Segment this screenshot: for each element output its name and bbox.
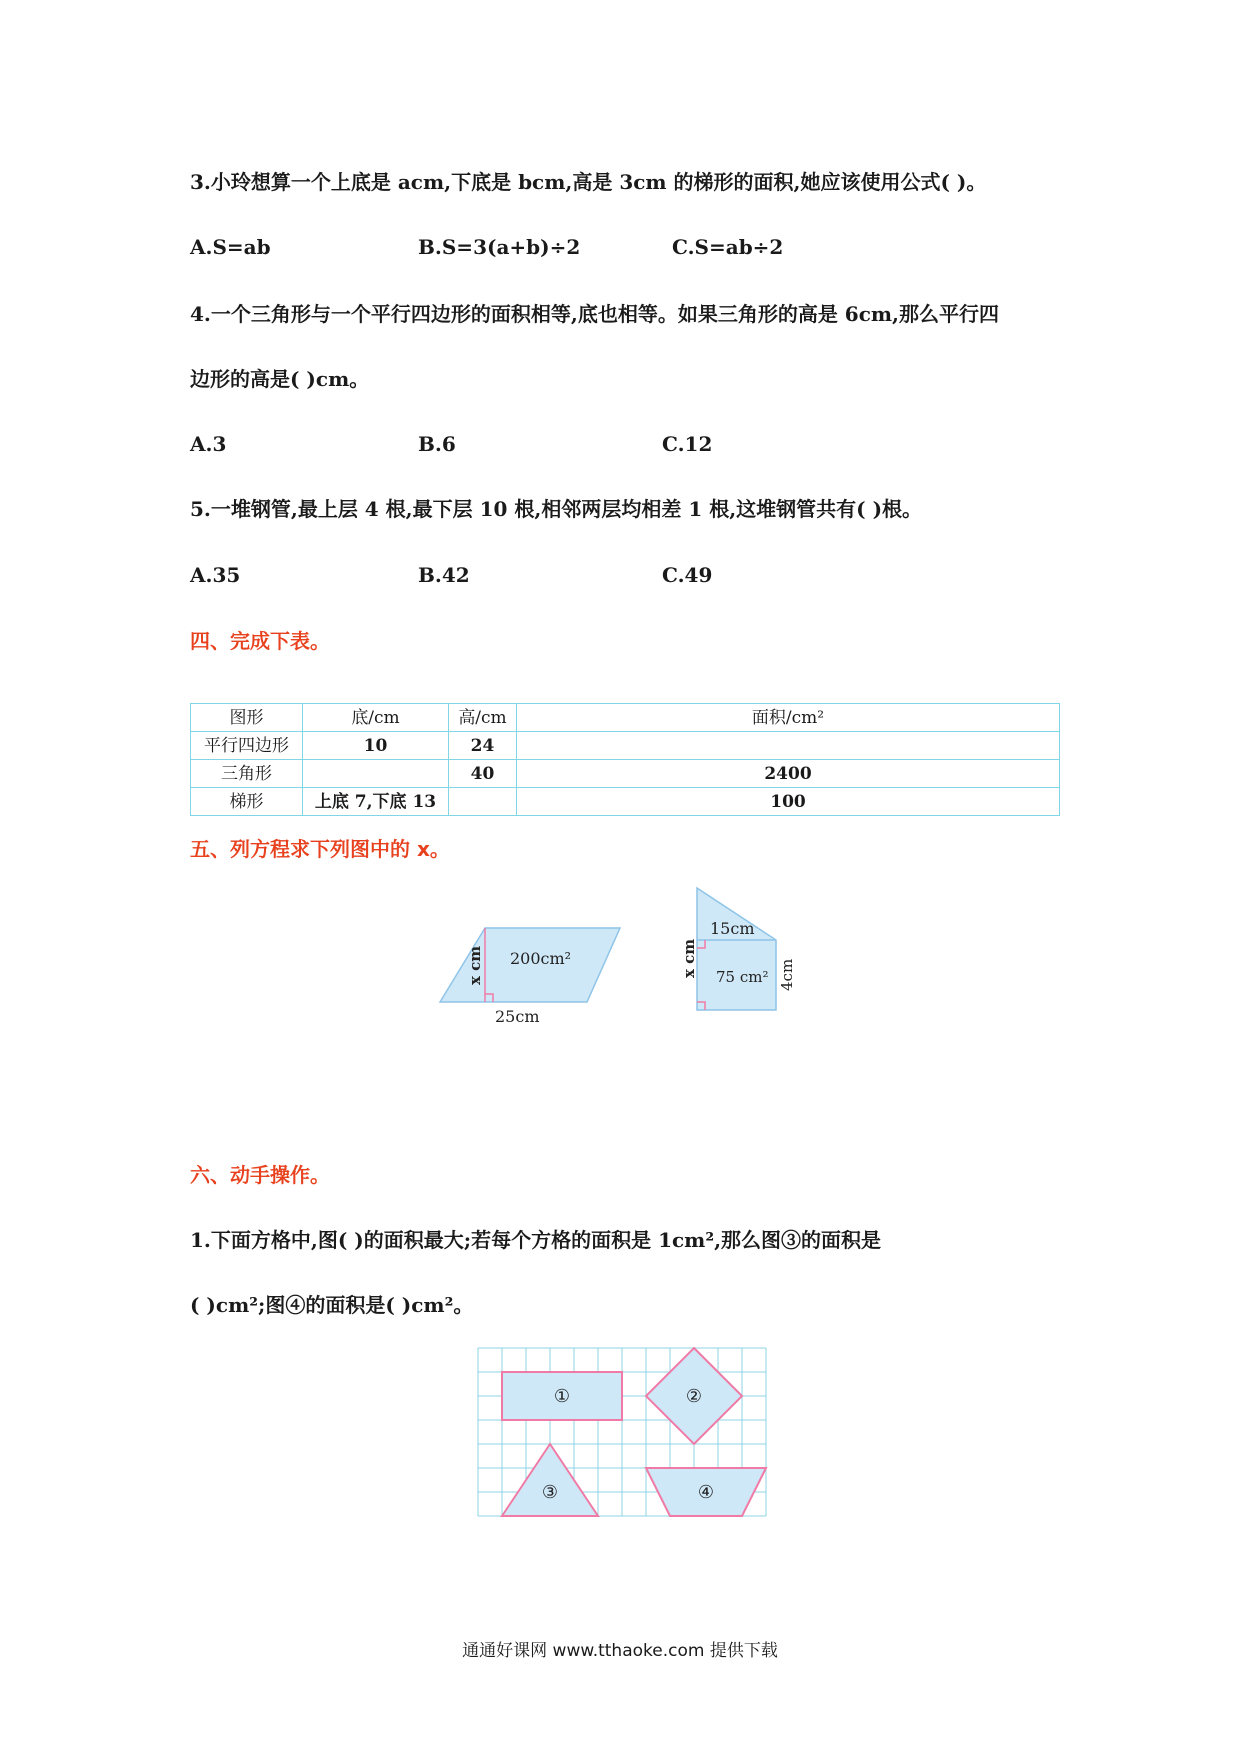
shape-1-label: ① bbox=[553, 1386, 571, 1407]
q4-option-b: B.6 bbox=[418, 432, 456, 456]
parallelogram-height-label: x cm bbox=[466, 945, 484, 985]
table-cell: 平行四边形 bbox=[191, 732, 303, 760]
table-header-cell: 面积/cm² bbox=[517, 704, 1060, 732]
table-cell: 10 bbox=[303, 732, 449, 760]
section-6-question-1-line1: 1.下面方格中,图( )的面积最大;若每个方格的面积是 1cm²,那么图③的面积是 bbox=[190, 1228, 882, 1252]
table-row bbox=[191, 760, 1060, 788]
table-cell-blank[interactable] bbox=[449, 788, 517, 816]
section-6-heading: 六、动手操作。 bbox=[190, 1163, 330, 1187]
section-4-heading: 四、完成下表。 bbox=[190, 629, 330, 653]
table-header-cell: 底/cm bbox=[303, 704, 449, 732]
square-grid-figure bbox=[478, 1348, 766, 1518]
section-6-question-1-line2: ( )cm²;图④的面积是( )cm²。 bbox=[190, 1293, 474, 1317]
shape-4-label: ④ bbox=[697, 1482, 715, 1503]
table-row bbox=[191, 788, 1060, 816]
table-cell: 100 bbox=[517, 788, 1060, 816]
shape-3-triangle bbox=[502, 1444, 598, 1516]
q5-option-a: A.35 bbox=[190, 563, 241, 587]
question-5-stem: 5.一堆钢管,最上层 4 根,最下层 10 根,相邻两层均相差 1 根,这堆钢管共有( )根。 bbox=[190, 497, 923, 521]
question-3-stem: 3.小玲想算一个上底是 acm,下底是 bcm,高是 3cm 的梯形的面积,她应该使用公式( )。 bbox=[190, 170, 987, 194]
q5-option-c: C.49 bbox=[662, 563, 713, 587]
table-header-cell: 高/cm bbox=[449, 704, 517, 732]
q3-option-b: B.S=3(a+b)÷2 bbox=[418, 235, 581, 259]
trapezoid-height-label: x cm bbox=[680, 938, 698, 978]
shape-3-label: ③ bbox=[541, 1482, 559, 1503]
footer-credit: 通通好课网 www.tthaoke.com 提供下载 bbox=[462, 1641, 778, 1661]
q3-option-c: C.S=ab÷2 bbox=[672, 235, 784, 259]
shape-2-label: ② bbox=[685, 1386, 703, 1407]
table-cell: 2400 bbox=[517, 760, 1060, 788]
trapezoid-area-label: 75 cm² bbox=[716, 968, 769, 986]
table-cell: 三角形 bbox=[191, 760, 303, 788]
trapezoid-top-label: 15cm bbox=[710, 919, 755, 938]
right-trapezoid-shape bbox=[697, 888, 776, 1010]
section-5-heading: 五、列方程求下列图中的 x。 bbox=[190, 837, 450, 861]
table-cell: 梯形 bbox=[191, 788, 303, 816]
question-4-stem-line2: 边形的高是( )cm。 bbox=[190, 367, 370, 391]
q4-option-c: C.12 bbox=[662, 432, 713, 456]
table-header-cell: 图形 bbox=[191, 704, 303, 732]
parallelogram-base-label: 25cm bbox=[495, 1007, 540, 1026]
trapezoid-side-label: 4cm bbox=[778, 958, 796, 991]
table-header-row bbox=[191, 704, 1060, 732]
fill-in-table bbox=[190, 703, 1060, 816]
trapezoid-figure bbox=[680, 880, 820, 1020]
parallelogram-figure bbox=[430, 920, 630, 1030]
table-cell-blank[interactable] bbox=[303, 760, 449, 788]
table-cell-blank[interactable] bbox=[517, 732, 1060, 760]
q3-option-a: A.S=ab bbox=[190, 235, 271, 259]
table-cell: 40 bbox=[449, 760, 517, 788]
table-row bbox=[191, 732, 1060, 760]
parallelogram-area-label: 200cm² bbox=[510, 949, 572, 968]
question-4-stem-line1: 4.一个三角形与一个平行四边形的面积相等,底也相等。如果三角形的高是 6cm,那么平行四 bbox=[190, 302, 1000, 326]
table-cell: 24 bbox=[449, 732, 517, 760]
q5-option-b: B.42 bbox=[418, 563, 470, 587]
table-cell: 上底 7,下底 13 bbox=[303, 788, 449, 816]
q4-option-a: A.3 bbox=[190, 432, 227, 456]
